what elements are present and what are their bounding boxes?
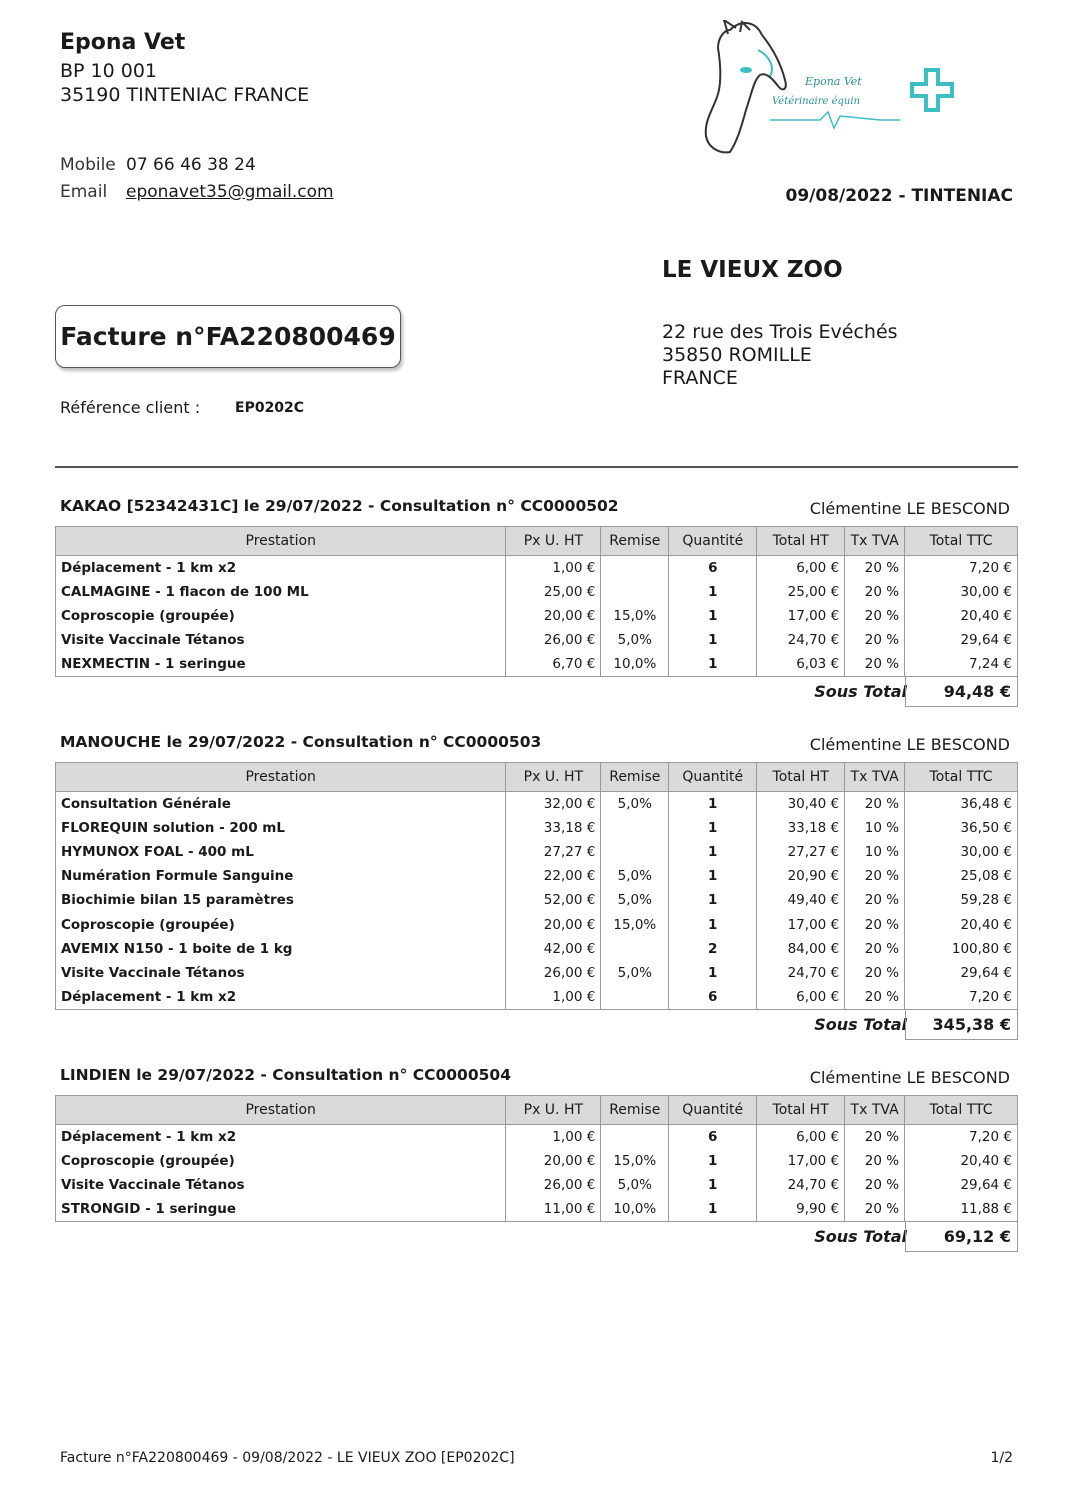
table-row: [56, 1173, 1018, 1197]
table-header-row: [56, 527, 1018, 556]
table-cell: 30,40 €: [757, 792, 845, 816]
consultation-title: MANOUCHE le 29/07/2022 - Consultation n° CC0000503: [60, 733, 542, 751]
invoice-date-place: 09/08/2022 - TINTENIAC: [785, 186, 1013, 206]
table-cell: 1,00 €: [506, 556, 601, 580]
mobile-label: Mobile: [60, 155, 116, 175]
table-cell: 20 %: [845, 864, 905, 888]
table-cell: 33,18 €: [506, 816, 601, 840]
subtotal-value: 345,38 €: [905, 1009, 1018, 1040]
table-cell: 29,64 €: [905, 961, 1018, 985]
column-header: Tx TVA: [845, 527, 905, 556]
table-cell: Numération Formule Sanguine: [56, 864, 506, 888]
table-cell: Coproscopie (groupée): [56, 604, 506, 628]
table-row: [56, 792, 1018, 816]
page-number: 1/2: [990, 1450, 1013, 1466]
table-cell: 11,00 €: [506, 1197, 601, 1221]
table-cell: 1: [669, 792, 757, 816]
table-row: [56, 580, 1018, 604]
company-city: 35190 TINTENIAC FRANCE: [60, 84, 310, 106]
column-header: Total TTC: [905, 763, 1018, 792]
column-header: Total HT: [757, 1096, 845, 1125]
column-header: Quantité: [669, 763, 757, 792]
consultation-title: KAKAO [52342431C] le 29/07/2022 - Consultation n° CC0000502: [60, 497, 619, 515]
table-row: [56, 604, 1018, 628]
table-cell: 20 %: [845, 1125, 905, 1149]
company-name: Epona Vet: [60, 30, 186, 55]
table-cell: 25,08 €: [905, 864, 1018, 888]
table-cell: 10,0%: [601, 1197, 669, 1221]
table-cell: 20 %: [845, 604, 905, 628]
table-cell: 5,0%: [601, 792, 669, 816]
table-cell: 1: [669, 1173, 757, 1197]
column-header: Tx TVA: [845, 763, 905, 792]
table-cell: 20 %: [845, 912, 905, 936]
client-address-line-2: 35850 ROMILLE: [662, 344, 812, 366]
table-cell: 33,18 €: [757, 816, 845, 840]
table-cell: Visite Vaccinale Tétanos: [56, 628, 506, 652]
table-cell: 20 %: [845, 792, 905, 816]
table-cell: 15,0%: [601, 1149, 669, 1173]
email-link[interactable]: eponavet35@gmail.com: [126, 182, 334, 202]
table-row: [56, 1149, 1018, 1173]
table-row: [56, 556, 1018, 580]
table-cell: 20 %: [845, 580, 905, 604]
table-row: [56, 628, 1018, 652]
footer-text: Facture n°FA220800469 - 09/08/2022 - LE VIEUX ZOO [EP0202C]: [60, 1450, 515, 1466]
table-cell: 10 %: [845, 816, 905, 840]
table-cell: 2: [669, 937, 757, 961]
table-cell: Visite Vaccinale Tétanos: [56, 961, 506, 985]
table-cell: 20,40 €: [905, 1149, 1018, 1173]
column-header: Total HT: [757, 763, 845, 792]
table-cell: 20 %: [845, 1197, 905, 1221]
table-cell: [601, 840, 669, 864]
column-header: Total TTC: [905, 1096, 1018, 1125]
table-cell: 20 %: [845, 628, 905, 652]
table-cell: Consultation Générale: [56, 792, 506, 816]
table-cell: 24,70 €: [757, 1173, 845, 1197]
table-row: [56, 864, 1018, 888]
table-cell: 5,0%: [601, 628, 669, 652]
table-row: [56, 937, 1018, 961]
table-cell: 6,00 €: [757, 556, 845, 580]
table-cell: 20 %: [845, 937, 905, 961]
logo-text-1: Epona Vet: [805, 75, 862, 88]
table-cell: Déplacement - 1 km x2: [56, 556, 506, 580]
subtotal-label: Sous Total: [814, 1226, 907, 1246]
table-cell: 20 %: [845, 1149, 905, 1173]
veterinarian-name: Clémentine LE BESCOND: [809, 1068, 1010, 1087]
table-cell: 6: [669, 985, 757, 1009]
table-cell: 52,00 €: [506, 888, 601, 912]
column-header: Total HT: [757, 527, 845, 556]
table-header-row: [56, 763, 1018, 792]
table-cell: 20 %: [845, 556, 905, 580]
column-header: Px U. HT: [506, 527, 601, 556]
subtotal-value: 69,12 €: [905, 1221, 1018, 1252]
table-cell: 1: [669, 888, 757, 912]
subtotal-label: Sous Total: [814, 1014, 907, 1034]
table-cell: Visite Vaccinale Tétanos: [56, 1173, 506, 1197]
table-cell: 6: [669, 556, 757, 580]
table-cell: 20,40 €: [905, 604, 1018, 628]
table-cell: 6: [669, 1125, 757, 1149]
client-reference-value: EP0202C: [235, 400, 305, 416]
table-cell: [601, 985, 669, 1009]
table-cell: 26,00 €: [506, 628, 601, 652]
veterinarian-name: Clémentine LE BESCOND: [809, 735, 1010, 754]
table-cell: 20,90 €: [757, 864, 845, 888]
table-cell: 6,00 €: [757, 1125, 845, 1149]
table-cell: 1: [669, 912, 757, 936]
table-row: [56, 1197, 1018, 1221]
column-header: Prestation: [56, 527, 506, 556]
table-cell: 24,70 €: [757, 628, 845, 652]
table-cell: Déplacement - 1 km x2: [56, 1125, 506, 1149]
table-cell: 7,20 €: [905, 556, 1018, 580]
table-row: [56, 840, 1018, 864]
table-cell: 25,00 €: [506, 580, 601, 604]
table-cell: 100,80 €: [905, 937, 1018, 961]
invoice-title: Facture n°FA220800469: [60, 322, 396, 351]
table-cell: [601, 556, 669, 580]
table-cell: Biochimie bilan 15 paramètres: [56, 888, 506, 912]
table-cell: 5,0%: [601, 961, 669, 985]
table-row: [56, 888, 1018, 912]
table-cell: 20 %: [845, 1173, 905, 1197]
table-row: [56, 961, 1018, 985]
table-cell: 42,00 €: [506, 937, 601, 961]
table-cell: 25,00 €: [757, 580, 845, 604]
table-cell: 27,27 €: [506, 840, 601, 864]
table-row: [56, 1125, 1018, 1149]
column-header: Remise: [601, 527, 669, 556]
services-table: [55, 762, 1018, 1010]
table-cell: 17,00 €: [757, 1149, 845, 1173]
logo-text-2: Vétérinaire équin: [772, 96, 861, 107]
table-cell: 1: [669, 840, 757, 864]
client-reference-label: Référence client :: [60, 398, 201, 417]
table-cell: Coproscopie (groupée): [56, 912, 506, 936]
horse-logo-icon: [700, 20, 960, 160]
table-cell: 20,00 €: [506, 604, 601, 628]
table-cell: 11,88 €: [905, 1197, 1018, 1221]
table-cell: 84,00 €: [757, 937, 845, 961]
column-header: Tx TVA: [845, 1096, 905, 1125]
table-cell: 32,00 €: [506, 792, 601, 816]
mobile-value: 07 66 46 38 24: [126, 155, 256, 175]
subtotal-value: 94,48 €: [905, 676, 1018, 707]
column-header: Quantité: [669, 527, 757, 556]
table-cell: 36,50 €: [905, 816, 1018, 840]
table-cell: 1: [669, 628, 757, 652]
table-cell: 7,20 €: [905, 985, 1018, 1009]
table-cell: 30,00 €: [905, 840, 1018, 864]
table-cell: 24,70 €: [757, 961, 845, 985]
table-cell: 1: [669, 816, 757, 840]
table-row: [56, 912, 1018, 936]
table-cell: 7,20 €: [905, 1125, 1018, 1149]
table-cell: Coproscopie (groupée): [56, 1149, 506, 1173]
table-cell: 49,40 €: [757, 888, 845, 912]
column-header: Total TTC: [905, 527, 1018, 556]
table-cell: 1: [669, 864, 757, 888]
table-cell: 1,00 €: [506, 1125, 601, 1149]
table-cell: 1: [669, 652, 757, 676]
table-cell: 6,00 €: [757, 985, 845, 1009]
table-cell: 6,70 €: [506, 652, 601, 676]
table-cell: 29,64 €: [905, 1173, 1018, 1197]
table-cell: 5,0%: [601, 1173, 669, 1197]
table-cell: [601, 816, 669, 840]
services-table: [55, 526, 1018, 677]
table-cell: 6,03 €: [757, 652, 845, 676]
table-cell: 1: [669, 1149, 757, 1173]
column-header: Px U. HT: [506, 763, 601, 792]
veterinarian-name: Clémentine LE BESCOND: [809, 499, 1010, 518]
table-cell: 20 %: [845, 888, 905, 912]
table-cell: 1,00 €: [506, 985, 601, 1009]
table-cell: 27,27 €: [757, 840, 845, 864]
table-cell: 17,00 €: [757, 604, 845, 628]
table-cell: 36,48 €: [905, 792, 1018, 816]
table-cell: 7,24 €: [905, 652, 1018, 676]
table-cell: 59,28 €: [905, 888, 1018, 912]
table-cell: AVEMIX N150 - 1 boite de 1 kg: [56, 937, 506, 961]
subtotal-label: Sous Total: [814, 682, 907, 701]
table-cell: HYMUNOX FOAL - 400 mL: [56, 840, 506, 864]
table-cell: STRONGID - 1 seringue: [56, 1197, 506, 1221]
table-row: [56, 816, 1018, 840]
table-cell: 5,0%: [601, 888, 669, 912]
table-cell: [601, 580, 669, 604]
consultation-title: LINDIEN le 29/07/2022 - Consultation n° CC0000504: [60, 1066, 511, 1084]
table-cell: 26,00 €: [506, 1173, 601, 1197]
client-name: LE VIEUX ZOO: [662, 257, 843, 283]
table-row: [56, 652, 1018, 676]
table-cell: NEXMECTIN - 1 seringue: [56, 652, 506, 676]
email-label: Email: [60, 182, 108, 202]
client-address-line-3: FRANCE: [662, 367, 738, 389]
table-cell: 20 %: [845, 985, 905, 1009]
company-bp: BP 10 001: [60, 60, 158, 82]
table-cell: 10 %: [845, 840, 905, 864]
table-cell: 29,64 €: [905, 628, 1018, 652]
table-cell: 1: [669, 604, 757, 628]
table-cell: 9,90 €: [757, 1197, 845, 1221]
invoice-title-box: [55, 305, 401, 368]
table-cell: 20,00 €: [506, 912, 601, 936]
table-cell: 15,0%: [601, 912, 669, 936]
table-cell: 20,40 €: [905, 912, 1018, 936]
table-cell: 30,00 €: [905, 580, 1018, 604]
table-cell: 1: [669, 1197, 757, 1221]
column-header: Quantité: [669, 1096, 757, 1125]
table-cell: FLOREQUIN solution - 200 mL: [56, 816, 506, 840]
client-address-line-1: 22 rue des Trois Evéchés: [662, 321, 898, 343]
table-cell: 10,0%: [601, 652, 669, 676]
table-cell: 1: [669, 580, 757, 604]
table-cell: 20 %: [845, 961, 905, 985]
table-cell: 26,00 €: [506, 961, 601, 985]
column-header: Remise: [601, 1096, 669, 1125]
column-header: Px U. HT: [506, 1096, 601, 1125]
table-cell: 22,00 €: [506, 864, 601, 888]
table-cell: [601, 1125, 669, 1149]
services-table: [55, 1095, 1018, 1222]
table-row: [56, 985, 1018, 1009]
column-header: Prestation: [56, 1096, 506, 1125]
table-cell: 1: [669, 961, 757, 985]
table-cell: Déplacement - 1 km x2: [56, 985, 506, 1009]
table-cell: 17,00 €: [757, 912, 845, 936]
table-cell: 5,0%: [601, 864, 669, 888]
divider: [55, 466, 1018, 468]
table-cell: 15,0%: [601, 604, 669, 628]
table-cell: CALMAGINE - 1 flacon de 100 ML: [56, 580, 506, 604]
table-header-row: [56, 1096, 1018, 1125]
table-cell: 20 %: [845, 652, 905, 676]
column-header: Remise: [601, 763, 669, 792]
table-cell: 20,00 €: [506, 1149, 601, 1173]
column-header: Prestation: [56, 763, 506, 792]
table-cell: [601, 937, 669, 961]
